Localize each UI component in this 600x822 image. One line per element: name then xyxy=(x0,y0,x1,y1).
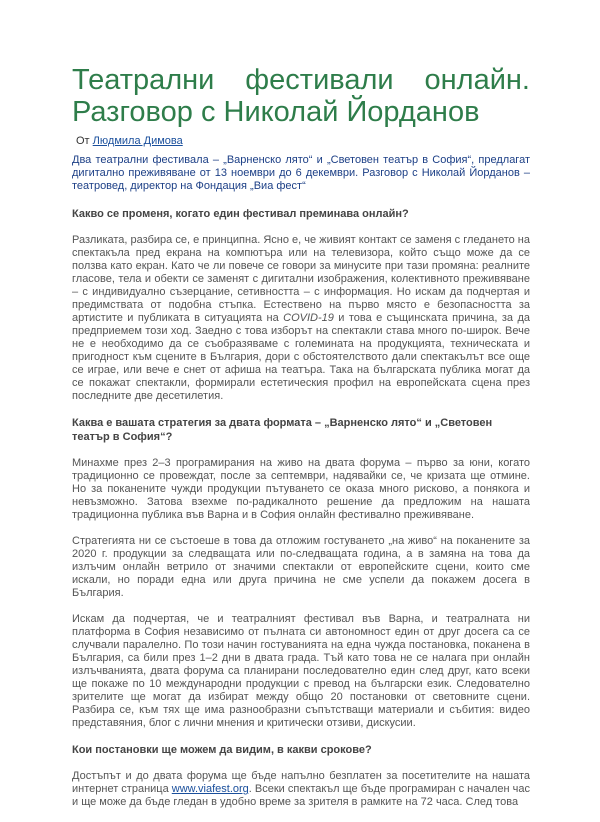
covid-italic: COVID-19 xyxy=(283,312,334,324)
answer-3-text-a: Достъпът и до двата форума ще бъде напълно безплатен за посетителите на нашата интернет страница xyxy=(72,770,530,795)
answer-2-paragraph-1: Минахме през 2–3 програмирания на живо на двата форума – първо за юни, когато традиционно се провеждат, после за септември, надявайки се, че кризата ще отмине. Но за поканените чужди продукции пътуването се оказа много рисково, а понякога и невъзможно. Затова взехме по-радикалното решение да предложим на нашата традиционна публика във Варна и в София онлайн фестивално преживяване. xyxy=(72,457,530,521)
question-1: Какво се променя, когато един фестивал преминава онлайн? xyxy=(72,208,409,220)
article xyxy=(72,64,530,822)
answer-3-text-b: . Всеки спектакъл ще бъде програмиран с начален час и ще може да бъде гледан в удобно време за зрителя в рамките на 72 часа. След това xyxy=(72,783,530,808)
title-line-2: Разговор с Николай Йорданов xyxy=(72,96,480,128)
lead-paragraph: Два театрални фестивала – „Варненско лято“ и „Световен театър в София“, предлагат дигитално преживяване от 13 ноември до 6 декември. Разговор с Николай Йорданов – театровед, директор на Фондация „Виа фест“ xyxy=(72,154,530,192)
article-title xyxy=(72,64,530,128)
answer-2-paragraph-2: Стратегията ни се състоеше в това да отложим гостуването „на живо“ на поканените за 2020 г. продукции за следващата или по-следващата година, а в замяна на това да излъчим онлайн ветрило от значими спектакли от европейските сцени, които сме искали, но поради една или друга причина не сме успели да покажем досега в България. xyxy=(72,535,530,599)
answer-1-text-b: и това е същинската причина, за да предприемем този ход. Заедно с това изборът на спектакли става много по-широк. Вече не е необходимо да се съобразяваме с големината на продукцията, техническата и пригодност към сцените в България, дори с обстоятелството дали спектакълът все още се играе, или вече е снет от афиша на театъра. Така на българската публика могат да се покажат спектакли, формирали естетическия профил на европейската сцена през последните две десетилетия. xyxy=(72,312,530,402)
answer-2-paragraph-3: Искам да подчертая, че и театралният фестивал във Варна, и театралната ни платформа в София независимо от пълната си автономност един от друг досега са се случвали паралелно. По този начин гостуванията на една чужда постановка, поканена в България, са били през 1–2 дни в двата града. Тъй като това не се налага при онлайн излъчванията, двата форума са планирани последователно един след друг, като всеки ще покаже по 10 международни продукции с превод на български език. Следователно зрителите ще могат да избират между общо 20 постановки от световните сцени. Разбира се, към тях ще има разнообразни съпътстващи материали и събития: видео представяния, блог с лични мнения и критически отзиви, дискусии. xyxy=(72,613,530,729)
answer-1-text-a: Разликата, разбира се, е принципна. Ясно е, че живият контакт се заменя с гледането на спектакъла пред екрана на компютъра или на телевизора, който също може да се ползва като екран. Като че ли повече се говори за минусите при тази промяна: реалните гласове, тела и обекти се заменят с дигитални изображения, колективното преживяване – с индивидуално съзерцание, сетивността – с информация. Но искам да подчертая и предимствата от подобна стъпка. Естествено на първо място е безопасността за артистите и публиката в ситуацията на xyxy=(72,234,530,324)
question-3: Кои постановки ще можем да видим, в какви срокове? xyxy=(72,744,372,756)
title-line-1: Театрални фестивали онлайн. xyxy=(72,64,530,96)
byline-prefix: От xyxy=(76,135,90,147)
answer-1 xyxy=(72,234,530,403)
byline xyxy=(76,134,530,148)
answer-3 xyxy=(72,770,530,809)
question-2: Каква е вашата стратегия за двата формата – „Варненско лято“ и „Световен театър в София“? xyxy=(72,417,493,443)
author-link[interactable]: Людмила Димова xyxy=(92,135,183,147)
viafest-link[interactable]: www.viafest.org xyxy=(171,783,249,795)
